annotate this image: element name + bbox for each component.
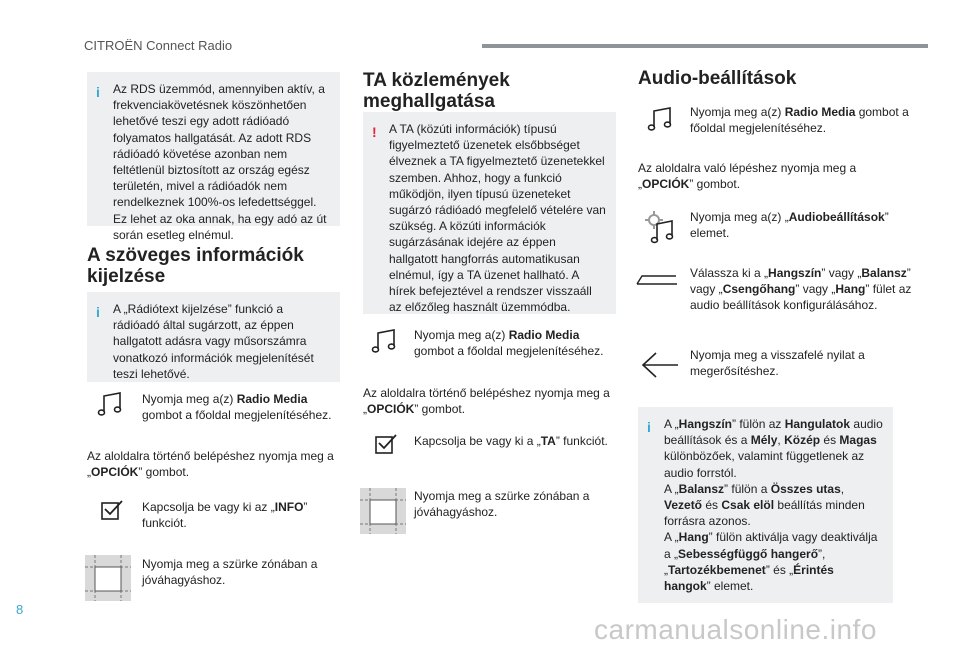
rds-note-text: Az RDS üzemmód, amennyiben aktív, a frekvenciakövetésnek köszönhetően lehetővé teszi egy adott rádióadó folyamatos hallgatását. Az adott RDS rádióadó követése azonban nem feltétlenül biztosított az ország egész területén, mivel a rádióadók nem rendelkeznek 100%-os lefedettséggel. Ez lehet az oka annak, ha egy adó az út során esetleg elnémul. [113, 82, 327, 242]
step-text: ” funkciót. [142, 500, 308, 531]
step-text: Nyomja meg a(z) [414, 328, 509, 342]
step-text: Kapcsolja be vagy ki a „ [414, 434, 541, 448]
step-text: ” funkciót. [555, 434, 608, 448]
tab-label: Hangszín [768, 266, 822, 280]
options-label: OPCIÓK [91, 465, 139, 480]
tab-label: Balansz [861, 266, 907, 280]
info-icon: i [647, 419, 651, 435]
radiotext-info-note [87, 292, 340, 382]
music-note-icon [646, 105, 676, 135]
options-paragraph [87, 448, 340, 480]
radiotext-note-text: A „Rádiótext kijelzése” funkció a rádióadó által sugárzott, az éppen hallgatott adásra vagy műsorszámra vonatkozó információk megjelenítését teszi lehetővé. [113, 302, 314, 381]
radio-media-label: Radio Media [784, 105, 856, 119]
audio-note-line3: A „Hang” fülön aktiválja vagy deaktiválja a „Sebességfüggő hangerő”, „Tartozékbemenet” és „Érintés hangok” elemet. [664, 530, 878, 594]
step-text: ” vagy „ [690, 266, 911, 297]
tab-icon [636, 266, 678, 286]
header-title: CITROËN Connect Radio [84, 38, 233, 53]
options-paragraph [363, 385, 616, 417]
step-text: Nyomja meg a(z) [142, 392, 237, 406]
step-text: Kapcsolja be vagy ki az „ [142, 500, 275, 514]
header-divider [482, 44, 928, 48]
watermark: carmanualsonline.info [594, 614, 877, 645]
step-radio-media [142, 391, 337, 423]
step-text: Nyomja meg a(z) [690, 105, 785, 119]
section-title-text-info: A szöveges információk kijelzése [87, 245, 304, 287]
step-audio-settings [690, 209, 922, 241]
ta-label: TA [540, 434, 556, 448]
para-text: Az aloldalra történő belépéshez nyomja meg a „ [363, 386, 610, 417]
rds-info-note [87, 72, 340, 242]
step-grey-zone: Nyomja meg a szürke zónában a jóváhagyáshoz. [142, 557, 318, 588]
warning-icon: ! [372, 124, 377, 140]
options-paragraph [638, 160, 873, 192]
para-text: Az aloldalra történő belépéshez nyomja meg a „ [87, 449, 334, 480]
audio-note-line2: A „Balansz” fülön a Összes utas, Vezető és Csak elöl beállítás minden forrásra azonos. [664, 481, 865, 529]
checkbox-icon [100, 498, 126, 522]
options-label: OPCIÓK [367, 402, 415, 417]
radio-media-label: Radio Media [236, 392, 308, 406]
page-number: 8 [16, 602, 24, 617]
step-ta-toggle [414, 433, 612, 449]
step-select-tab [690, 265, 922, 314]
section-title-audio: Audio-beállítások [638, 68, 797, 89]
grey-zone-icon [85, 555, 131, 601]
info-icon: i [96, 84, 100, 100]
step-text: ” vagy „ [795, 282, 836, 297]
checkbox-icon [374, 432, 400, 456]
music-note-icon [370, 327, 400, 357]
step-radio-media [414, 327, 612, 359]
para-text: ” gombot. [138, 465, 190, 480]
step-text: ” vagy „ [821, 266, 862, 280]
step-info-toggle [142, 499, 337, 531]
options-label: OPCIÓK [642, 177, 690, 192]
audio-note-line1: A „Hangszín” fülön az Hangulatok audio beállítások és a Mély, Közép és Magas különbözőek, valamint függetlenek az audio forrstól. [664, 417, 883, 480]
info-icon: i [96, 304, 100, 320]
step-text: Nyomja meg a(z) „ [690, 210, 789, 224]
back-arrow-icon [640, 350, 680, 380]
step-text: ” elemet. [690, 210, 889, 241]
step-text: gombot a főoldal megjelenítéséhez. [414, 344, 604, 359]
music-note-icon [96, 390, 126, 420]
step-radio-media [690, 104, 922, 136]
step-text: Válassza ki a „ [690, 266, 769, 280]
section-title-ta: TA közlemények meghallgatása [363, 70, 510, 112]
audio-info-note [638, 407, 893, 603]
ta-warning-note [363, 112, 616, 314]
audio-settings-label: Audiobeállítások [788, 210, 885, 224]
grey-zone-icon [360, 488, 406, 534]
step-grey-zone: Nyomja meg a szürke zónában a jóváhagyáshoz. [414, 489, 590, 520]
step-back-arrow: Nyomja meg a visszafelé nyilat a megerősítéshez. [690, 348, 865, 379]
step-text: gombot a főoldal megjelenítéséhez. [690, 105, 909, 136]
radio-media-label: Radio Media [508, 328, 580, 342]
tab-label: Csengőhang [722, 282, 796, 297]
para-text: Az aloldalra való lépéshez nyomja meg a „ [638, 161, 857, 192]
para-text: ” gombot. [414, 402, 466, 417]
audio-settings-icon [644, 210, 676, 244]
ta-note-text: A TA (közúti információk) típusú figyelmeztető üzenetek elsőbbséget élveznek a TA figyelmeztető üzenetekkel szemben. Ahhoz, hogy a funkció működjön, ilyen típusú üzeneteket sugárzó rádióadó megfelelő vételére van szükség. A közúti információk sugárzásának idejére az éppen hallgatott hangforrás automatikusan elnémul, így a TA üzenet hallható. A hírek befejeztével a rendszer visszaáll az előzőleg használt üzemmódba. [389, 122, 606, 315]
tab-label: Hang [835, 282, 866, 297]
step-text: gombot a főoldal megjelenítéséhez. [142, 408, 332, 423]
info-label: INFO [274, 500, 304, 514]
step-text: ” fület az audio beállítások konfigurálásához. [690, 282, 912, 313]
para-text: ” gombot. [689, 177, 741, 192]
